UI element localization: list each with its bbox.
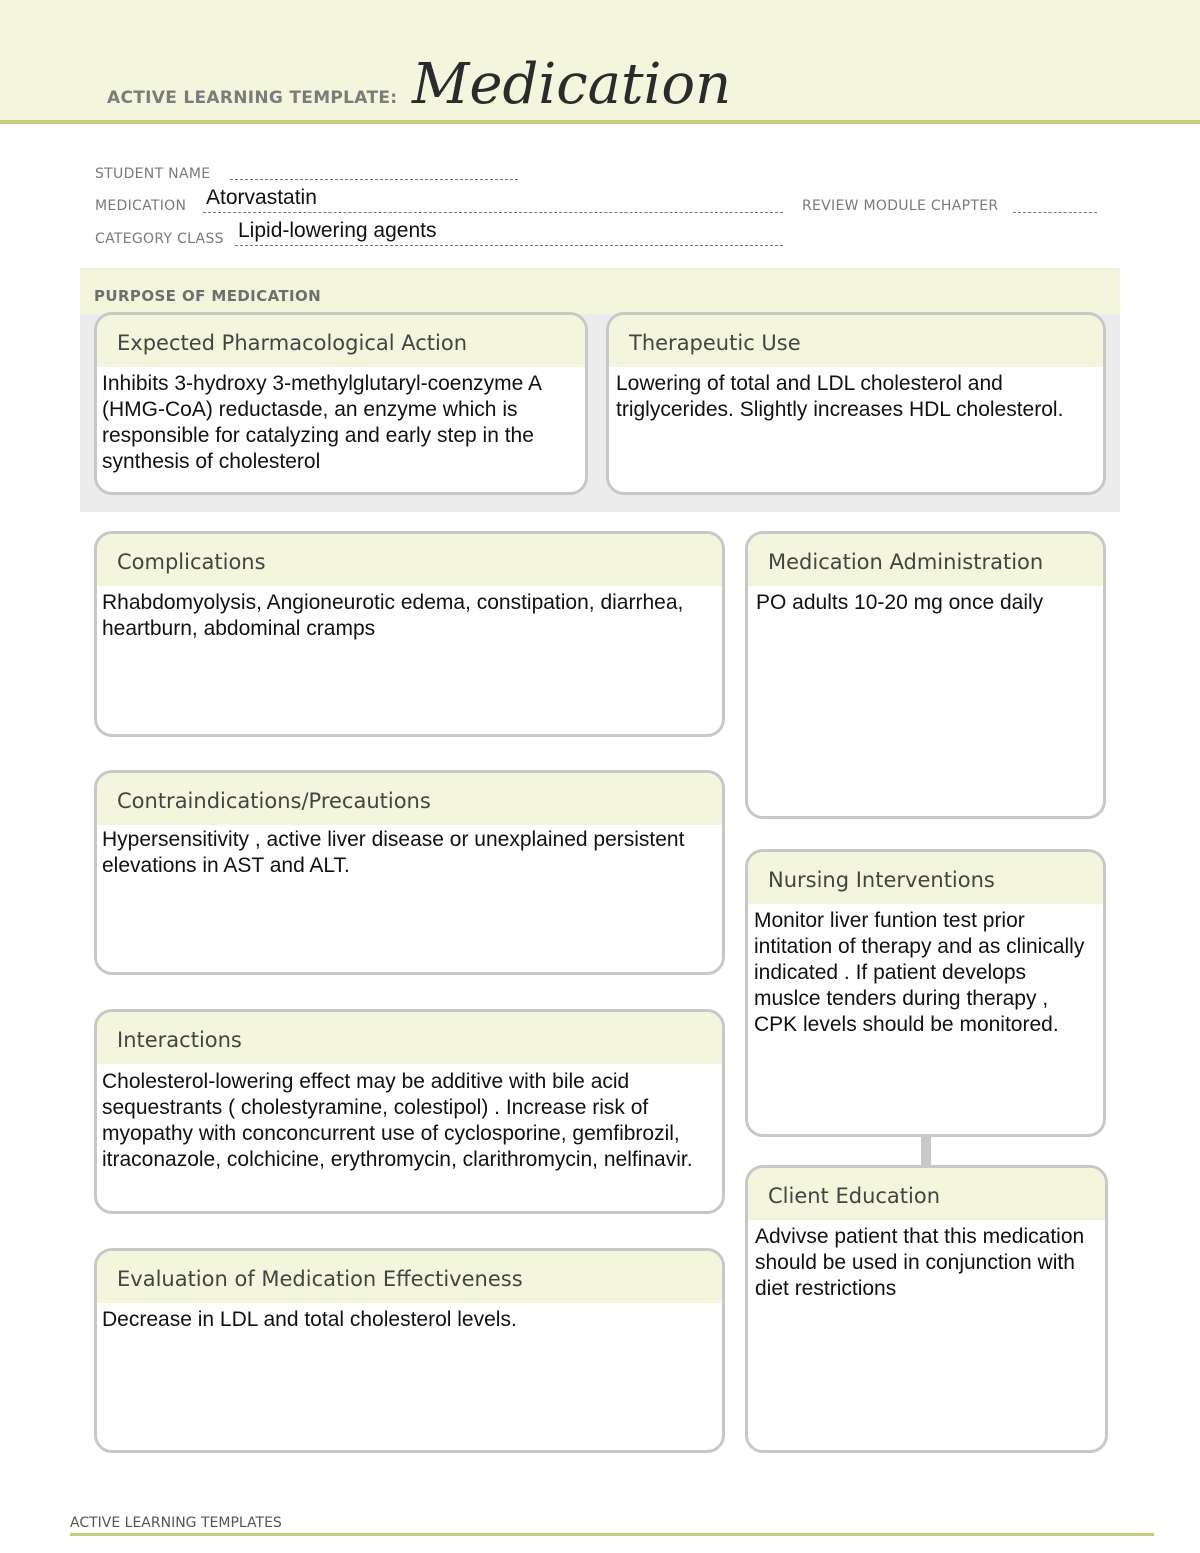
evaluation-title: Evaluation of Medication Effectiveness xyxy=(97,1251,722,1303)
student-name-label: STUDENT NAME xyxy=(95,166,211,182)
expected-action-title: Expected Pharmacological Action xyxy=(97,315,585,367)
medication-administration-box[interactable] xyxy=(745,531,1106,819)
student-name-field[interactable] xyxy=(230,166,518,180)
complications-box[interactable] xyxy=(94,531,725,737)
medication-label: MEDICATION xyxy=(95,198,187,214)
client-education-box[interactable] xyxy=(745,1165,1108,1453)
medication-value: Atorvastatin xyxy=(206,186,317,209)
nursing-interventions-text: Monitor liver funtion test prior intitation of therapy and as clinically indicated . If patient develops muslce tenders during therapy , CPK levels should be monitored. xyxy=(754,909,1085,1036)
review-module-field[interactable] xyxy=(1013,199,1097,213)
medication-administration-text: PO adults 10-20 mg once daily xyxy=(756,591,1044,614)
contraindications-box[interactable] xyxy=(94,770,725,975)
review-module-label: REVIEW MODULE CHAPTER xyxy=(802,198,999,214)
therapeutic-use-box[interactable] xyxy=(606,312,1106,495)
expected-action-box[interactable] xyxy=(94,312,588,495)
medication-administration-title: Medication Administration xyxy=(748,534,1103,586)
nursing-interventions-title: Nursing Interventions xyxy=(748,852,1103,904)
footer-rule xyxy=(70,1533,1154,1536)
interactions-box[interactable] xyxy=(94,1009,725,1214)
complications-text: Rhabdomyolysis, Angioneurotic edema, constipation, diarrhea, heartburn, abdominal cramps xyxy=(102,591,684,640)
template-label: ACTIVE LEARNING TEMPLATE: xyxy=(107,88,398,108)
client-education-title: Client Education xyxy=(748,1168,1105,1220)
connector-bar xyxy=(921,1136,931,1166)
category-class-value: Lipid-lowering agents xyxy=(238,219,437,242)
evaluation-box[interactable] xyxy=(94,1248,725,1453)
evaluation-text: Decrease in LDL and total cholesterol levels. xyxy=(102,1308,517,1331)
interactions-text: Cholesterol-lowering effect may be additive with bile acid sequestrants ( cholestyramine, colestipol) . Increase risk of myopathy with conconcurrent use of cyclosporine, gemfibrozil, itraconazole, colchicine, erythromycin, clarithromycin, nelfinavir. xyxy=(102,1070,693,1171)
footer-text: ACTIVE LEARNING TEMPLATES xyxy=(70,1515,282,1531)
contraindications-text: Hypersensitivity , active liver disease or unexplained persistent elevations in AST and ALT. xyxy=(102,828,685,877)
contraindications-title: Contraindications/Precautions xyxy=(97,773,722,825)
nursing-interventions-box[interactable] xyxy=(745,849,1106,1137)
purpose-label: PURPOSE OF MEDICATION xyxy=(94,287,322,305)
therapeutic-use-text: Lowering of total and LDL cholesterol and triglycerides. Slightly increases HDL cholesterol. xyxy=(616,372,1064,421)
category-class-label: CATEGORY CLASS xyxy=(95,231,224,247)
page-title: Medication xyxy=(412,52,732,117)
complications-title: Complications xyxy=(97,534,722,586)
client-education-text: Advivse patient that this medication should be used in conjunction with diet restrictions xyxy=(755,1225,1085,1300)
expected-action-text: Inhibits 3-hydroxy 3-methylglutaryl-coenzyme A (HMG-CoA) reductasde, an enzyme which is responsible for catalyzing and early step in the synthesis of cholesterol xyxy=(102,372,541,473)
interactions-title: Interactions xyxy=(97,1012,722,1064)
therapeutic-use-title: Therapeutic Use xyxy=(609,315,1103,367)
